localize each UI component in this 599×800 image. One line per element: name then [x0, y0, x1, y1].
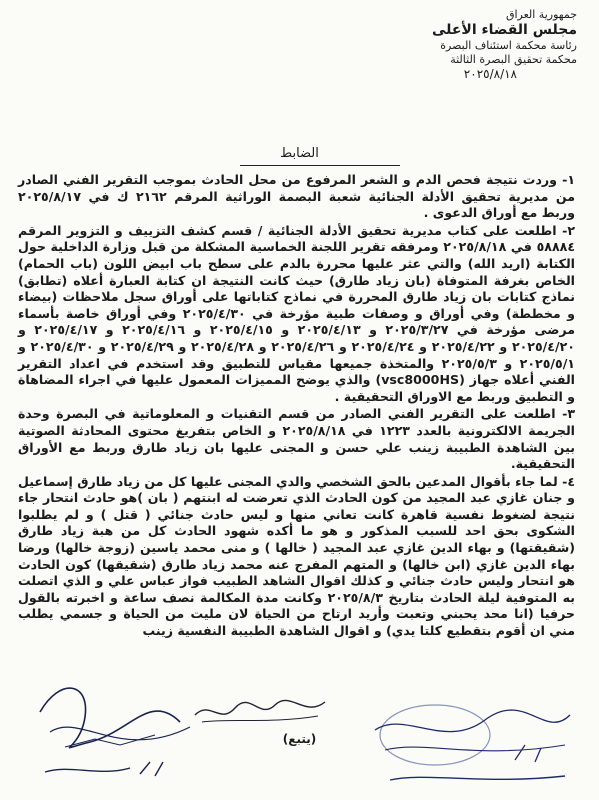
paragraph-4: ٤- لما جاء بأقوال المدعين بالحق الشخصي والدي المجنى عليها كل من زياد طارق إسماعيل و جنان غازي عبد المجيد من كون الحادث الذي تعرضت له ابنتهم ( بان )هو حادث انتحار جاء نتيجة لضغوط نفسية قاهرة كانت تعاني منها و ليس حادث جنائي ( قتل ) و لم يطلبوا الشكوى بحق احد للسبب المذكور و هو ما أكده شهود الحادث كل من هبة زياد طارق (شقيقتها) و بهاء الدين غازي عبد المجيد ( خالها ) و منى محمد ياسين (زوجة خالها) ورضا بهاء الدين غازي (ابن خالها) و المتهم المفرج عنه محمد زياد طارق (شقيقها) كون الحادث هو انتحار وليس حادث جنائي و كذلك اقوال الشاهد الطبيب فواز عباس علي و الذي اتصلت به المتوفية ليلة الحادث بتاريخ ٢٠٢٥/٨/٣ وكانت مدة المكالمة نصف ساعة و اخبرته بالقول حرفيا (انا محد يحبني وتعبت وأريد ارتاح من الحياة لان مليت من الحياة و جسمي يطلب مني ان أقوم بتقطيع كلتا يدي) و اقوال الشاهدة الطبيبة النفسية زينب	[18, 473, 576, 639]
header-council: مجلس القضاء الأعلى	[431, 21, 577, 38]
header-date: ٢٠٢٥/٨/١٨	[463, 66, 517, 81]
header-court: محكمة تحقيق البصرة الثالثة	[450, 53, 577, 66]
continued-marker: (يتبع)	[282, 732, 317, 746]
paragraph-1: ١- وردت نتيجة فحص الدم و الشعر المرفوع من محل الحادث بموجب التقرير الفني الصادر من مديرية تحقيق الأدلة الجنائية شعبة البصمة الوراثية المرقم ٢١٦٢ ك في ٢٠٢٥/٨/١٧ وربط مع أوراق الدعوى .	[18, 172, 575, 221]
title-underline	[240, 165, 400, 166]
header-presidency: رئاسة محكمة استئناف البصرة	[440, 39, 577, 53]
paragraph-3: ٣- اطلعت على التقرير الفني الصادر من قسم التقنيات و المعلوماتية في البصرة وحدة الجريمة الالكترونية بالعدد ١٢٢٣ في ٢٠٢٥/٨/١٨ و الخاص بتفريغ محتوى المحادثة الصوتية بين الشاهدة الطبيبة زينب علي حسن و المجنى عليها بان زياد طارق وربط مع الأوراق التحقيقية.	[18, 406, 575, 472]
document-body	[18, 172, 575, 641]
header-country: جمهورية العراق	[505, 8, 577, 21]
handwritten-note	[190, 690, 330, 730]
letterhead	[337, 8, 577, 82]
document-title: الضابط	[280, 146, 319, 161]
paragraph-2: ٢- اطلعت على كتاب مديرية تحقيق الأدلة الجنائية / قسم كشف التزييف و التزوير المرقم ٥٨٨٨٤ في ٢٠٢٥/٨/١٨ ومرفقه تقرير اللجنة الخماسية المشكلة من قبل وزارة الداخلية حول الكتابة (اريد الله) والتي عثر عليها محررة بالدم على سطح باب ابيض اللون (باب الحمام) الخاص بغرفة المتوفاة (بان زياد طارق) حيث كانت النتيجة ان كتابة العبارة أعلاه (تطابق) نماذج كتابات بان زياد طارق المحررة في نماذج كتاباتها على أوراق سجل ملاحظات (بيضاء و مخططة) وفي أوراق و وصفات طبية مؤرخة في ٢٠٢٥/٤/٣٠ وفي أوراق خاصة بأسماء مرضى مؤرخة في ٢٠٢٥/٣/٢٧ و ٢٠٢٥/٤/١٣ و ٢٠٢٥/٤/١٥ و ٢٠٢٥/٤/١٦ و ٢٠٢٥/٤/١٧ و ٢٠٢٥/٤/٢٠ و ٢٠٢٥/٤/٢٢ و ٢٠٢٥/٤/٢٤ و ٢٠٢٥/٤/٢٦ و ٢٠٢٥/٤/٢٨ و ٢٠٢٥/٤/٢٩ و ٢٠٢٥/٤/٣٠ و ٢٠٢٥/٥/١ و ٢٠٢٥/٥/٣ والمتخذة جميعها مقياس للتطبيق وقد استخدم في اعداد التقرير الفني أعلاه جهاز (vsc8000HS) والذي يوضح المميزات المعمول عليها في اجراء المضاهاة و التطبيق وربط مع الاوراق التحقيقية .	[18, 222, 576, 404]
